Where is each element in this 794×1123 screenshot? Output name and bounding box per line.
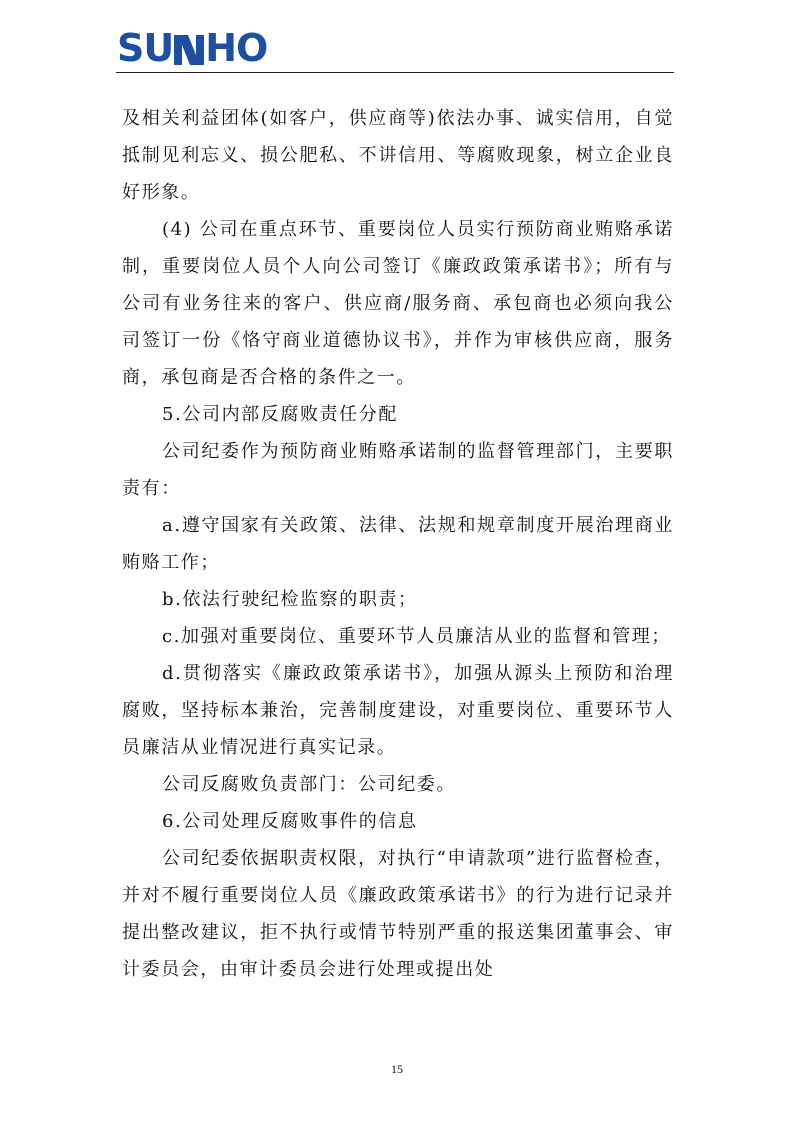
- logo-text-prefix: SU: [117, 26, 174, 70]
- paragraph-responsible-dept: 公司反腐败负责部门：公司纪委。: [162, 774, 456, 795]
- duty-item-a: a.遵守国家有关政策、法律、法规和规章制度开展治理商业贿赂工作；: [122, 515, 674, 573]
- duty-item-b: b.依法行驶纪检监察的职责；: [162, 589, 418, 610]
- paragraph-duties-intro: 公司纪委作为预防商业贿赂承诺制的监督管理部门，主要职责有：: [122, 441, 674, 499]
- duty-item-c: c.加强对重要岗位、重要环节人员廉洁从业的监督和管理；: [162, 626, 671, 647]
- company-logo: [117, 26, 268, 70]
- paragraph-item-4: (4) 公司在重点环节、重要岗位人员实行预防商业贿赂承诺制，重要岗位人员个人向公司签订《廉政政策承诺书》；所有与公司有业务往来的客户、供应商/服务商、承包商也必须向我公司签订一份《恪守商业道德协议书》，并作为审核供应商，服务商，承包商是否合格的条件之一。: [122, 219, 674, 388]
- logo-wedge-icon: [174, 35, 204, 65]
- duty-item-d: d.贯彻落实《廉政政策承诺书》，加强从源头上预防和治理腐败，坚持标本兼治，完善制度建设，对重要岗位、重要环节人员廉洁从业情况进行真实记录。: [122, 663, 674, 758]
- logo-text-suffix: HO: [205, 26, 268, 70]
- page-number: 15: [391, 1062, 403, 1076]
- header-divider: [116, 72, 674, 73]
- section-heading-6: 6.公司处理反腐败事件的信息: [162, 811, 418, 832]
- document-body: [122, 100, 674, 988]
- paragraph-continuation: 及相关利益团体(如客户，供应商等)依法办事、诚实信用，自觉抵制见利忘义、损公肥私、不讲信用、等腐败现象，树立企业良好形象。: [122, 108, 674, 203]
- paragraph-handling: 公司纪委依据职责权限，对执行“申请款项”进行监督检查，并对不履行重要岗位人员《廉政政策承诺书》的行为进行记录并提出整改建议，拒不执行或情节特别严重的报送集团董事会、审计委员会，由审计委员会进行处理或提出处: [122, 848, 674, 980]
- section-heading-5: 5.公司内部反腐败责任分配: [162, 404, 398, 425]
